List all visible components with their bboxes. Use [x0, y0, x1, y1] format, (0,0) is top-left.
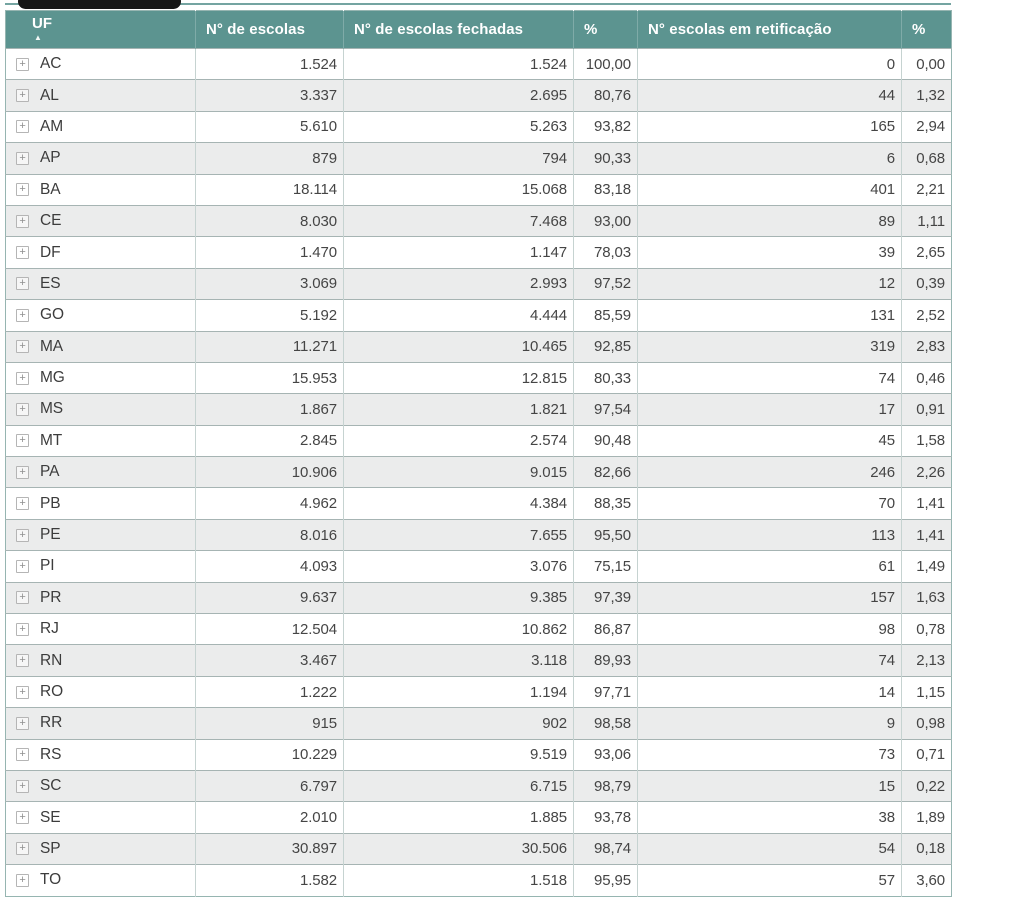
expand-row-icon[interactable]: +: [16, 748, 29, 761]
value-cell: 0,68: [902, 143, 952, 174]
expand-row-icon[interactable]: +: [16, 686, 29, 699]
table-row: [6, 457, 952, 488]
value-cell: 0,46: [902, 362, 952, 393]
value-cell: 10.862: [344, 614, 574, 645]
value-cell: 1,15: [902, 676, 952, 707]
expand-row-icon[interactable]: +: [16, 277, 29, 290]
value-cell: 1,41: [902, 519, 952, 550]
value-cell: 10.906: [196, 457, 344, 488]
uf-label: ES: [40, 274, 61, 292]
value-cell: 2,21: [902, 174, 952, 205]
table-row: [6, 865, 952, 896]
expand-row-icon[interactable]: +: [16, 120, 29, 133]
uf-label: PR: [40, 588, 62, 606]
column-header-escolas-label: N° de escolas: [206, 21, 306, 38]
uf-cell: [6, 865, 196, 896]
value-cell: 2,65: [902, 237, 952, 268]
uf-cell: [6, 425, 196, 456]
value-cell: 3.069: [196, 268, 344, 299]
value-cell: 82,66: [574, 457, 638, 488]
column-header-uf[interactable]: [6, 11, 196, 49]
value-cell: 74: [638, 645, 902, 676]
value-cell: 97,71: [574, 676, 638, 707]
expand-row-icon[interactable]: +: [16, 215, 29, 228]
expand-row-icon[interactable]: +: [16, 246, 29, 259]
value-cell: 1.524: [344, 49, 574, 80]
expand-row-icon[interactable]: +: [16, 340, 29, 353]
value-cell: 44: [638, 80, 902, 111]
value-cell: 92,85: [574, 331, 638, 362]
header-row: [6, 11, 952, 49]
expand-row-icon[interactable]: +: [16, 434, 29, 447]
value-cell: 1.194: [344, 676, 574, 707]
value-cell: 88,35: [574, 488, 638, 519]
value-cell: 45: [638, 425, 902, 456]
uf-cell: [6, 237, 196, 268]
value-cell: 1.867: [196, 394, 344, 425]
value-cell: 12: [638, 268, 902, 299]
uf-cell: [6, 394, 196, 425]
expand-row-icon[interactable]: +: [16, 309, 29, 322]
value-cell: 12.815: [344, 362, 574, 393]
uf-cell: [6, 268, 196, 299]
value-cell: 915: [196, 708, 344, 739]
uf-cell: [6, 739, 196, 770]
uf-label: CE: [40, 212, 62, 230]
value-cell: 1.147: [344, 237, 574, 268]
value-cell: 2.695: [344, 80, 574, 111]
value-cell: 5.192: [196, 300, 344, 331]
table-row: [6, 833, 952, 864]
table-row: [6, 362, 952, 393]
value-cell: 1.885: [344, 802, 574, 833]
value-cell: 1,41: [902, 488, 952, 519]
uf-cell: [6, 205, 196, 236]
uf-cell: [6, 645, 196, 676]
value-cell: 6.715: [344, 770, 574, 801]
redacted-element: [18, 0, 181, 9]
value-cell: 0,18: [902, 833, 952, 864]
uf-label: RJ: [40, 620, 59, 638]
expand-row-icon[interactable]: +: [16, 403, 29, 416]
value-cell: 1.582: [196, 865, 344, 896]
value-cell: 2,94: [902, 111, 952, 142]
value-cell: 0: [638, 49, 902, 80]
uf-cell: [6, 457, 196, 488]
table-row: [6, 111, 952, 142]
column-header-escolas-fechadas-label: N° de escolas fechadas: [354, 21, 524, 38]
value-cell: 95,95: [574, 865, 638, 896]
value-cell: 1,32: [902, 80, 952, 111]
expand-row-icon[interactable]: +: [16, 560, 29, 573]
uf-cell: [6, 582, 196, 613]
uf-cell: [6, 708, 196, 739]
value-cell: 100,00: [574, 49, 638, 80]
value-cell: 98: [638, 614, 902, 645]
value-cell: 30.506: [344, 833, 574, 864]
column-header-retificacao[interactable]: [638, 11, 902, 49]
value-cell: 9.385: [344, 582, 574, 613]
value-cell: 1.518: [344, 865, 574, 896]
uf-cell: [6, 770, 196, 801]
expand-row-icon[interactable]: +: [16, 497, 29, 510]
value-cell: 78,03: [574, 237, 638, 268]
expand-row-icon[interactable]: +: [16, 529, 29, 542]
value-cell: 131: [638, 300, 902, 331]
uf-cell: [6, 802, 196, 833]
value-cell: 85,59: [574, 300, 638, 331]
value-cell: 38: [638, 802, 902, 833]
table-row: [6, 614, 952, 645]
expand-row-icon[interactable]: +: [16, 152, 29, 165]
value-cell: 0,22: [902, 770, 952, 801]
uf-label: MA: [40, 337, 64, 355]
value-cell: 9.637: [196, 582, 344, 613]
uf-label: SC: [40, 777, 62, 795]
value-cell: 9: [638, 708, 902, 739]
uf-label: BA: [40, 180, 61, 198]
uf-cell: [6, 551, 196, 582]
expand-row-icon[interactable]: +: [16, 89, 29, 102]
value-cell: 4.444: [344, 300, 574, 331]
value-cell: 30.897: [196, 833, 344, 864]
uf-label: RR: [40, 714, 63, 732]
value-cell: 90,33: [574, 143, 638, 174]
table-row: [6, 174, 952, 205]
value-cell: 11.271: [196, 331, 344, 362]
value-cell: 73: [638, 739, 902, 770]
value-cell: 97,39: [574, 582, 638, 613]
value-cell: 74: [638, 362, 902, 393]
value-cell: 98,79: [574, 770, 638, 801]
value-cell: 1.222: [196, 676, 344, 707]
table-row: [6, 143, 952, 174]
uf-cell: [6, 362, 196, 393]
value-cell: 879: [196, 143, 344, 174]
column-header-escolas[interactable]: [196, 11, 344, 49]
uf-label: SP: [40, 839, 61, 857]
column-header-retificacao-label: N° escolas em retificação: [648, 21, 832, 38]
uf-cell: [6, 488, 196, 519]
table-header: [6, 11, 952, 49]
uf-schools-table: [5, 10, 952, 897]
value-cell: 0,78: [902, 614, 952, 645]
uf-label: PA: [40, 463, 60, 481]
value-cell: 0,98: [902, 708, 952, 739]
value-cell: 8.016: [196, 519, 344, 550]
value-cell: 89: [638, 205, 902, 236]
value-cell: 12.504: [196, 614, 344, 645]
value-cell: 15: [638, 770, 902, 801]
value-cell: 1.821: [344, 394, 574, 425]
value-cell: 15.953: [196, 362, 344, 393]
value-cell: 97,52: [574, 268, 638, 299]
uf-label: PI: [40, 557, 55, 575]
column-header-pct-fechadas[interactable]: [574, 11, 638, 49]
value-cell: 1,11: [902, 205, 952, 236]
value-cell: 3,60: [902, 865, 952, 896]
uf-cell: [6, 143, 196, 174]
value-cell: 2.010: [196, 802, 344, 833]
uf-label: AP: [40, 149, 61, 167]
value-cell: 1,58: [902, 425, 952, 456]
value-cell: 3.076: [344, 551, 574, 582]
column-header-uf-label: UF: [32, 15, 53, 33]
column-header-pct-retificacao[interactable]: [902, 11, 952, 49]
value-cell: 70: [638, 488, 902, 519]
uf-cell: [6, 300, 196, 331]
uf-label: PB: [40, 494, 61, 512]
table-row: [6, 802, 952, 833]
value-cell: 75,15: [574, 551, 638, 582]
expand-row-icon[interactable]: +: [16, 58, 29, 71]
expand-row-icon[interactable]: +: [16, 717, 29, 730]
uf-label: RO: [40, 683, 64, 700]
value-cell: 2,13: [902, 645, 952, 676]
value-cell: 5.610: [196, 111, 344, 142]
value-cell: 794: [344, 143, 574, 174]
value-cell: 2,52: [902, 300, 952, 331]
value-cell: 93,78: [574, 802, 638, 833]
column-header-escolas-fechadas[interactable]: [344, 11, 574, 49]
uf-label: AC: [40, 55, 62, 73]
value-cell: 3.467: [196, 645, 344, 676]
table-row: [6, 268, 952, 299]
table-row: [6, 49, 952, 80]
value-cell: 98,74: [574, 833, 638, 864]
value-cell: 89,93: [574, 645, 638, 676]
table-row: [6, 739, 952, 770]
value-cell: 93,06: [574, 739, 638, 770]
value-cell: 7.655: [344, 519, 574, 550]
expand-row-icon[interactable]: +: [16, 780, 29, 793]
uf-label: SE: [40, 808, 61, 826]
value-cell: 80,76: [574, 80, 638, 111]
uf-label: AM: [40, 117, 64, 135]
table-row: [6, 551, 952, 582]
expand-row-icon[interactable]: +: [16, 183, 29, 196]
value-cell: 3.118: [344, 645, 574, 676]
value-cell: 83,18: [574, 174, 638, 205]
expand-row-icon[interactable]: +: [16, 842, 29, 855]
value-cell: 7.468: [344, 205, 574, 236]
value-cell: 157: [638, 582, 902, 613]
uf-cell: [6, 676, 196, 707]
table-row: [6, 205, 952, 236]
table-row: [6, 582, 952, 613]
value-cell: 6.797: [196, 770, 344, 801]
uf-label: RN: [40, 651, 63, 669]
value-cell: 61: [638, 551, 902, 582]
uf-cell: [6, 519, 196, 550]
table-row: [6, 80, 952, 111]
uf-label: TO: [40, 871, 62, 889]
uf-cell: [6, 331, 196, 362]
table-row: [6, 237, 952, 268]
uf-label: MG: [40, 369, 65, 387]
value-cell: 0,00: [902, 49, 952, 80]
value-cell: 57: [638, 865, 902, 896]
value-cell: 1,49: [902, 551, 952, 582]
expand-row-icon[interactable]: +: [16, 874, 29, 887]
value-cell: 18.114: [196, 174, 344, 205]
value-cell: 17: [638, 394, 902, 425]
value-cell: 80,33: [574, 362, 638, 393]
uf-label: AL: [40, 86, 59, 104]
value-cell: 8.030: [196, 205, 344, 236]
value-cell: 1.470: [196, 237, 344, 268]
uf-cell: [6, 111, 196, 142]
value-cell: 2,26: [902, 457, 952, 488]
column-header-pct-retificacao-label: %: [912, 21, 926, 38]
expand-row-icon[interactable]: +: [16, 591, 29, 604]
value-cell: 902: [344, 708, 574, 739]
table-row: [6, 708, 952, 739]
value-cell: 1,63: [902, 582, 952, 613]
uf-cell: [6, 80, 196, 111]
value-cell: 10.229: [196, 739, 344, 770]
value-cell: 39: [638, 237, 902, 268]
value-cell: 0,71: [902, 739, 952, 770]
value-cell: 9.519: [344, 739, 574, 770]
table-row: [6, 645, 952, 676]
table-row: [6, 425, 952, 456]
uf-cell: [6, 614, 196, 645]
value-cell: 0,91: [902, 394, 952, 425]
uf-label: GO: [40, 306, 64, 324]
value-cell: 319: [638, 331, 902, 362]
value-cell: 93,00: [574, 205, 638, 236]
value-cell: 86,87: [574, 614, 638, 645]
value-cell: 2,83: [902, 331, 952, 362]
uf-label: PE: [40, 526, 61, 544]
expand-row-icon[interactable]: +: [16, 811, 29, 824]
value-cell: 401: [638, 174, 902, 205]
value-cell: 165: [638, 111, 902, 142]
value-cell: 113: [638, 519, 902, 550]
expand-row-icon[interactable]: +: [16, 372, 29, 385]
sort-ascending-icon: ▲: [34, 33, 42, 43]
table-row: [6, 300, 952, 331]
value-cell: 6: [638, 143, 902, 174]
value-cell: 93,82: [574, 111, 638, 142]
uf-label: RS: [40, 745, 62, 763]
value-cell: 95,50: [574, 519, 638, 550]
column-header-pct-fechadas-label: %: [584, 21, 598, 38]
uf-label: DF: [40, 243, 61, 261]
table-row: [6, 770, 952, 801]
value-cell: 97,54: [574, 394, 638, 425]
value-cell: 10.465: [344, 331, 574, 362]
table-row: [6, 331, 952, 362]
expand-row-icon[interactable]: +: [16, 654, 29, 667]
uf-cell: [6, 49, 196, 80]
table-body: [6, 49, 952, 897]
table-row: [6, 676, 952, 707]
value-cell: 4.093: [196, 551, 344, 582]
value-cell: 2.993: [344, 268, 574, 299]
value-cell: 5.263: [344, 111, 574, 142]
value-cell: 15.068: [344, 174, 574, 205]
value-cell: 246: [638, 457, 902, 488]
expand-row-icon[interactable]: +: [16, 466, 29, 479]
uf-cell: [6, 174, 196, 205]
value-cell: 0,39: [902, 268, 952, 299]
value-cell: 14: [638, 676, 902, 707]
table-row: [6, 519, 952, 550]
value-cell: 54: [638, 833, 902, 864]
value-cell: 90,48: [574, 425, 638, 456]
value-cell: 4.962: [196, 488, 344, 519]
uf-label: MS: [40, 400, 64, 418]
table-row: [6, 488, 952, 519]
value-cell: 9.015: [344, 457, 574, 488]
value-cell: 2.845: [196, 425, 344, 456]
value-cell: 4.384: [344, 488, 574, 519]
table-row: [6, 394, 952, 425]
value-cell: 2.574: [344, 425, 574, 456]
value-cell: 1.524: [196, 49, 344, 80]
value-cell: 3.337: [196, 80, 344, 111]
uf-cell: [6, 833, 196, 864]
value-cell: 98,58: [574, 708, 638, 739]
uf-label: MT: [40, 431, 63, 449]
value-cell: 1,89: [902, 802, 952, 833]
expand-row-icon[interactable]: +: [16, 623, 29, 636]
